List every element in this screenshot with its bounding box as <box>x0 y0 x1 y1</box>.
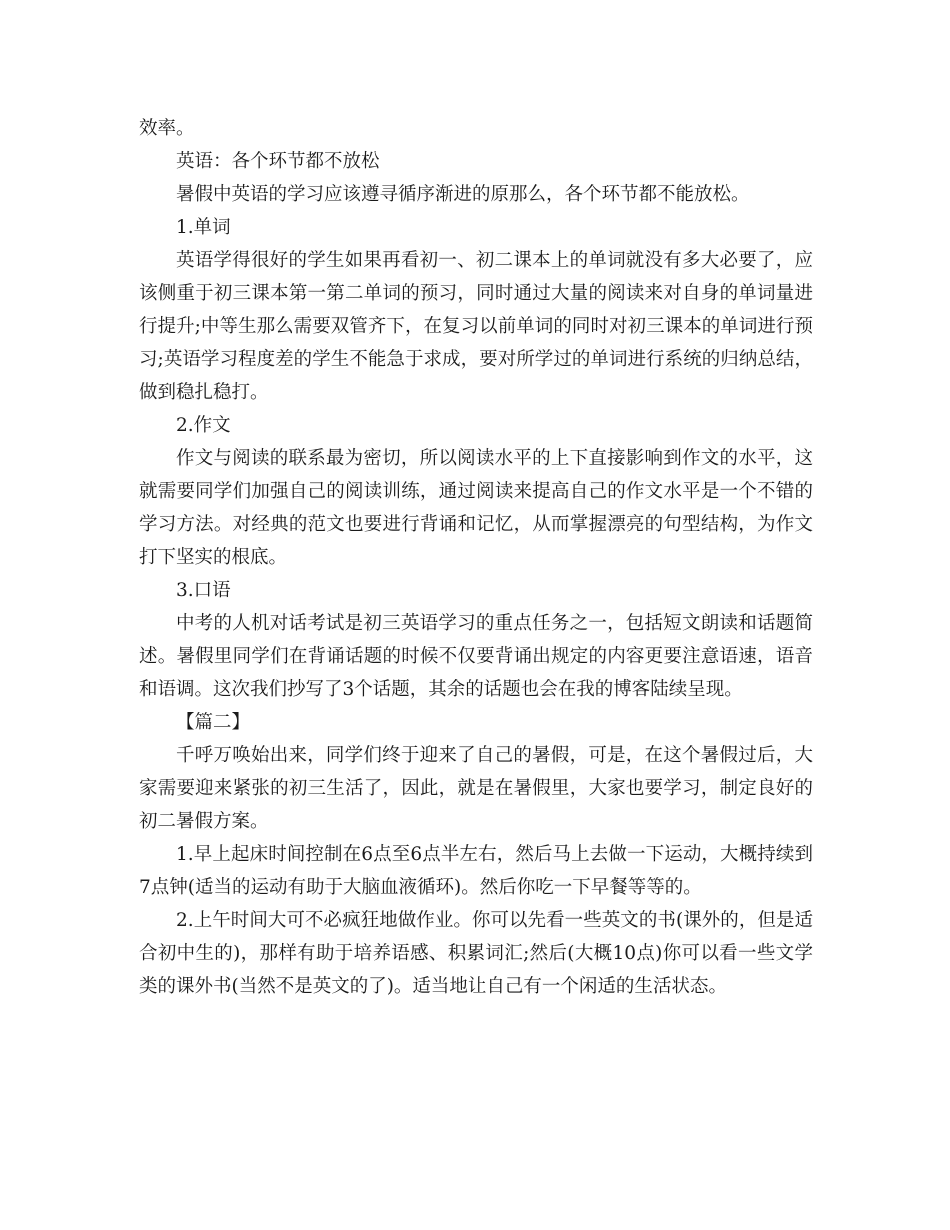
paragraph-speaking: 中考的人机对话考试是初三英语学习的重点任务之一，包括短文朗读和话题简述。暑假里同学们在背诵话题的时候不仅要背诵出规定的内容更要注意语速，语音和语调。这次我们抄写了3个话题，其余的话题也会在我的博客陆续呈现。 <box>139 613 813 700</box>
paragraph-vocabulary: 英语学得很好的学生如果再看初一、初二课本上的单词就没有多大必要了，应该侧重于初三课本第一第二单词的预习，同时通过大量的阅读来对自身的单词量进行提升;中等生那么需要双管齐下，在复习以前单词的同时对初三课本的单词进行预习;英语学习程度差的学生不能急于求成，要对所学过的单词进行系统的归纳总结，做到稳扎稳打。 <box>139 250 813 403</box>
paragraph-english-intro: 暑假中英语的学习应该遵寻循序渐进的原那么，各个环节都不能放松。 <box>176 184 750 205</box>
subheading-vocabulary: 1.单词 <box>176 217 231 238</box>
paragraph-part-two-intro: 千呼万唤始出来，同学们终于迎来了自己的暑假，可是，在这个暑假过后，大家需要迎来紧张的初三生活了，因此，就是在暑假里，大家也要学习，制定良好的初二暑假方案。 <box>139 745 813 832</box>
paragraph-composition: 作文与阅读的联系最为密切，所以阅读水平的上下直接影响到作文的水平，这就需要同学们加强自己的阅读训练，通过阅读来提高自己的作文水平是一个不错的学习方法。对经典的范文也要进行背诵和记忆，从而掌握漂亮的句型结构，为作文打下坚实的根底。 <box>139 448 813 568</box>
paragraph-continuation: 效率。 <box>139 118 195 139</box>
document-page <box>139 112 813 1003</box>
list-item-morning: 1.早上起床时间控制在6点至6点半左右，然后马上去做一下运动，大概持续到7点钟(适当的运动有助于大脑血液循环)。然后你吃一下早餐等等的。 <box>139 844 813 898</box>
list-item-forenoon: 2.上午时间大可不必疯狂地做作业。你可以先看一些英文的书(课外的，但是适合初中生的)，那样有助于培养语感、积累词汇;然后(大概10点)你可以看一些文学类的课外书(当然不是英文的了)。适当地让自己有一个闲适的生活状态。 <box>139 910 813 997</box>
subheading-speaking: 3.口语 <box>176 580 231 601</box>
subheading-composition: 2.作文 <box>176 415 231 436</box>
section-heading-part-two: 【篇二】 <box>176 712 251 733</box>
section-heading-english: 英语：各个环节都不放松 <box>176 151 380 172</box>
